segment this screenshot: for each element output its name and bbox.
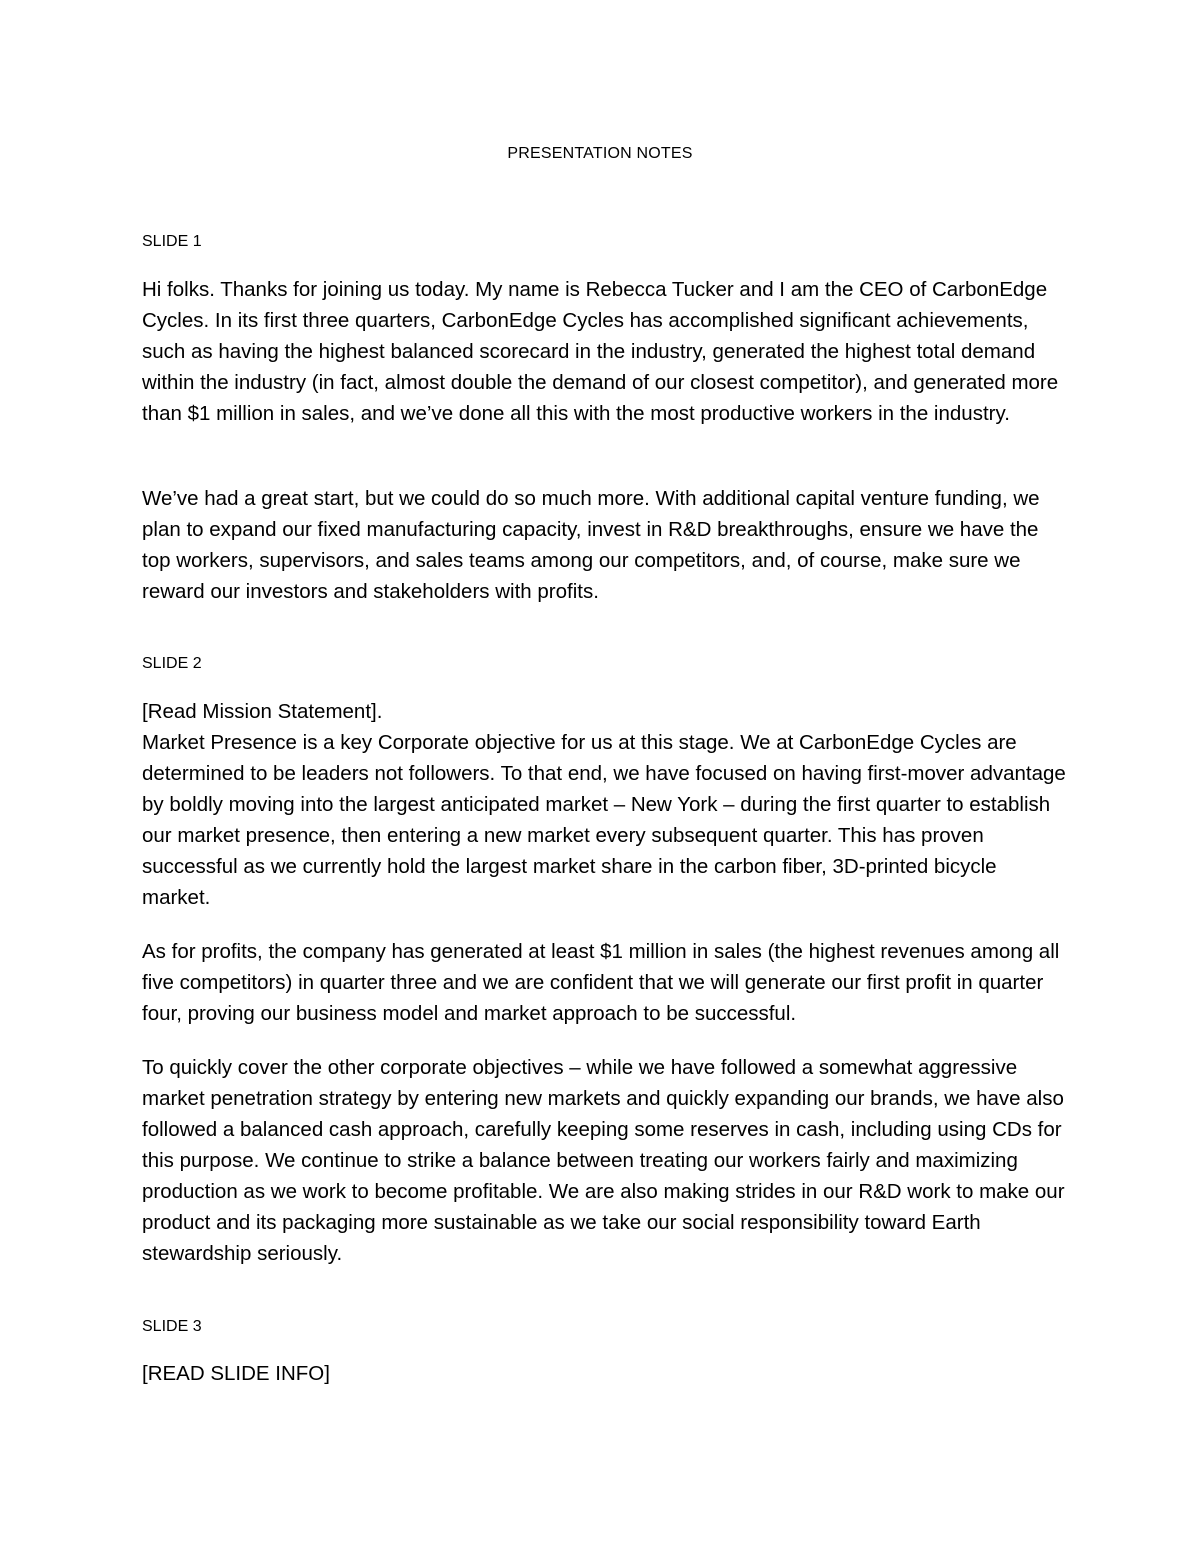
slide-1-label: SLIDE 1 xyxy=(142,233,202,250)
slide-2-paragraph-3: As for profits, the company has generated at least $1 million in sales (the highest revenues among all five competitors) in quarter three and we are confident that we will generate our first profit in quarter four, proving our business model and market approach to be successful. xyxy=(142,940,1060,1025)
slide-1-paragraph-2: We’ve had a great start, but we could do so much more. With additional capital venture funding, we plan to expand our fixed manufacturing capacity, invest in R&D breakthroughs, ensure we have the top workers, supervisors, and sales teams among our competitors, and, of course, make sure we reward our investors and stakeholders with profits. xyxy=(142,487,1040,603)
slide-2-paragraph-4: To quickly cover the other corporate objectives – while we have followed a somewhat aggressive market penetration strategy by entering new markets and quickly expanding our brands, we have also followed a balanced cash approach, carefully keeping some reserves in cash, including using CDs for this purpose. We continue to strike a balance between treating our workers fairly and maximizing production as we work to become profitable. We are also making strides in our R&D work to make our product and its packaging more sustainable as we take our social responsibility toward Earth stewardship seriously. xyxy=(142,1056,1065,1265)
page-title: PRESENTATION NOTES xyxy=(507,145,693,162)
slide-2-label: SLIDE 2 xyxy=(142,655,202,672)
slide-1-paragraph-1: Hi folks. Thanks for joining us today. My name is Rebecca Tucker and I am the CEO of CarbonEdge Cycles. In its first three quarters, CarbonEdge Cycles has accomplished significant achievements, such as having the highest balanced scorecard in the industry, generated the highest total demand within the industry (in fact, almost double the demand of our closest competitor), and generated more than $1 million in sales, and we’ve done all this with the most productive workers in the industry. xyxy=(142,278,1059,425)
slide-3-paragraph-1: [READ SLIDE INFO] xyxy=(142,1362,330,1385)
slide-2-paragraph-1: [Read Mission Statement]. xyxy=(142,700,383,723)
slide-2-paragraph-2: Market Presence is a key Corporate objective for us at this stage. We at CarbonEdge Cycles are determined to be leaders not followers. To that end, we have focused on having first-mover advantage by boldly moving into the largest anticipated market – New York – during the first quarter to establish our market presence, then entering a new market every subsequent quarter. This has proven successful as we currently hold the largest market share in the carbon fiber, 3D-printed bicycle market. xyxy=(142,731,1066,909)
slide-3-label: SLIDE 3 xyxy=(142,1318,202,1335)
